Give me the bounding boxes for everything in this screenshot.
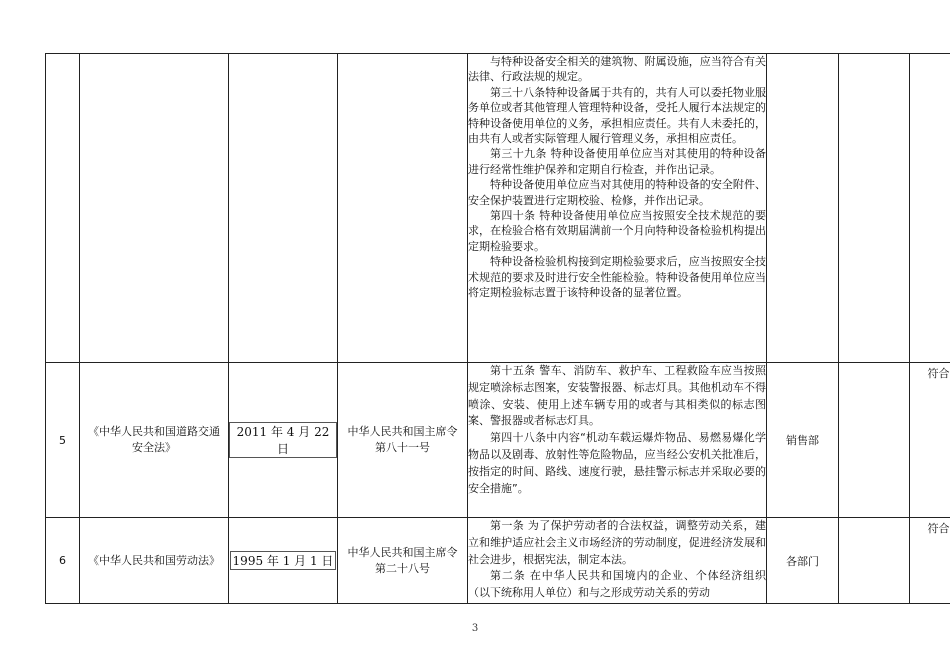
issuer-cell xyxy=(338,518,468,604)
content-paragraph: 第二条 在中华人民共和国境内的企业、个体经济组织（以下统称用人单位）和与之形成劳动关系的劳动 xyxy=(468,569,766,600)
effective-date-cell xyxy=(229,54,338,363)
department-cell xyxy=(767,54,839,363)
content-paragraph: 第十五条 警车、消防车、救护车、工程救险车应当按照规定喷涂标志图案，安装警报器、标志灯具。其他机动车不得喷涂、安装、使用上述车辆专用的或者与其相类似的标志图案、警报器或者标志灯具。 xyxy=(468,364,766,428)
content-cell xyxy=(468,363,767,518)
issuer-line: 第二十八号 xyxy=(375,561,430,575)
blank-cell xyxy=(839,518,910,604)
issuer-line: 中华人民共和国主席令 xyxy=(347,545,458,559)
row-number-cell: 5 xyxy=(46,363,80,518)
content-paragraph: 第三十九条 特种设备使用单位应当对其使用的特种设备进行经常性维护保养和定期自行检查，并作出记录。 xyxy=(468,147,766,176)
content-paragraph: 与特种设备安全相关的建筑物、附属设施，应当符合有关法律、行政法规的规定。 xyxy=(468,55,766,84)
blank-cell xyxy=(839,54,910,363)
content-cell xyxy=(468,54,767,363)
law-name-cell xyxy=(80,54,229,363)
law-name-cell: 《中华人民共和国劳动法》 xyxy=(80,518,229,604)
content-paragraph: 第三十八条特种设备属于共有的，共有人可以委托物业服务单位或者其他管理人管理特种设备，受托人履行本法规定的特种设备使用单位的义务，承担相应责任。共有人未委托的，由共有人或者实际管理人履行管理义务，承担相应责任。 xyxy=(468,85,766,146)
table-row xyxy=(46,363,950,518)
table-row xyxy=(46,518,950,604)
blank-cell xyxy=(839,363,910,518)
effective-date: 1995 年 1 月 1 日 xyxy=(230,551,337,570)
row-number-cell xyxy=(46,54,80,363)
regulations-table xyxy=(45,53,950,604)
issuer-cell xyxy=(338,54,468,363)
effective-date: 2011 年 4 月 22 日 xyxy=(229,422,337,458)
table-row xyxy=(46,54,950,363)
issuer-line: 中华人民共和国主席令 xyxy=(347,425,458,438)
department-cell: 各部门 xyxy=(767,518,839,604)
department-cell: 销售部 xyxy=(767,363,839,518)
content-paragraph: 第四十条 特种设备使用单位应当按照安全技术规范的要求，在检验合格有效期届满前一个月向特种设备检验机构提出定期检验要求。 xyxy=(468,209,766,253)
compliance-status-cell xyxy=(910,54,950,363)
content-cell xyxy=(468,518,767,604)
compliance-status-cell: 符合 xyxy=(910,518,950,604)
effective-date-cell xyxy=(229,518,338,604)
content-paragraph: 第四十八条中内容“机动车载运爆炸物品、易燃易爆化学物品以及剧毒、放射性等危险物品，应当经公安机关批准后，按指定的时间、路线、速度行驶，悬挂警示标志并采取必要的安全措施”。 xyxy=(468,431,766,495)
row-number-cell: 6 xyxy=(46,518,80,604)
issuer-cell xyxy=(338,363,468,518)
effective-date-cell xyxy=(229,363,338,518)
page-number: 3 xyxy=(471,623,479,634)
content-paragraph: 第一条 为了保护劳动者的合法权益，调整劳动关系，建立和维护适应社会主义市场经济的劳动制度，促进经济发展和社会进步，根据宪法，制定本法。 xyxy=(468,519,766,566)
content-paragraph: 特种设备使用单位应当对其使用的特种设备的安全附件、安全保护装置进行定期校验、检修，并作出记录。 xyxy=(468,178,766,207)
compliance-status-cell: 符合 xyxy=(910,363,950,518)
law-name-cell: 《中华人民共和国道路交通安全法》 xyxy=(80,363,229,518)
content-paragraph: 特种设备检验机构接到定期检验要求后，应当按照安全技术规范的要求及时进行安全性能检验。特种设备使用单位应当将定期检验标志置于该特种设备的显著位置。 xyxy=(468,255,766,300)
issuer-line: 第八十一号 xyxy=(375,441,430,454)
